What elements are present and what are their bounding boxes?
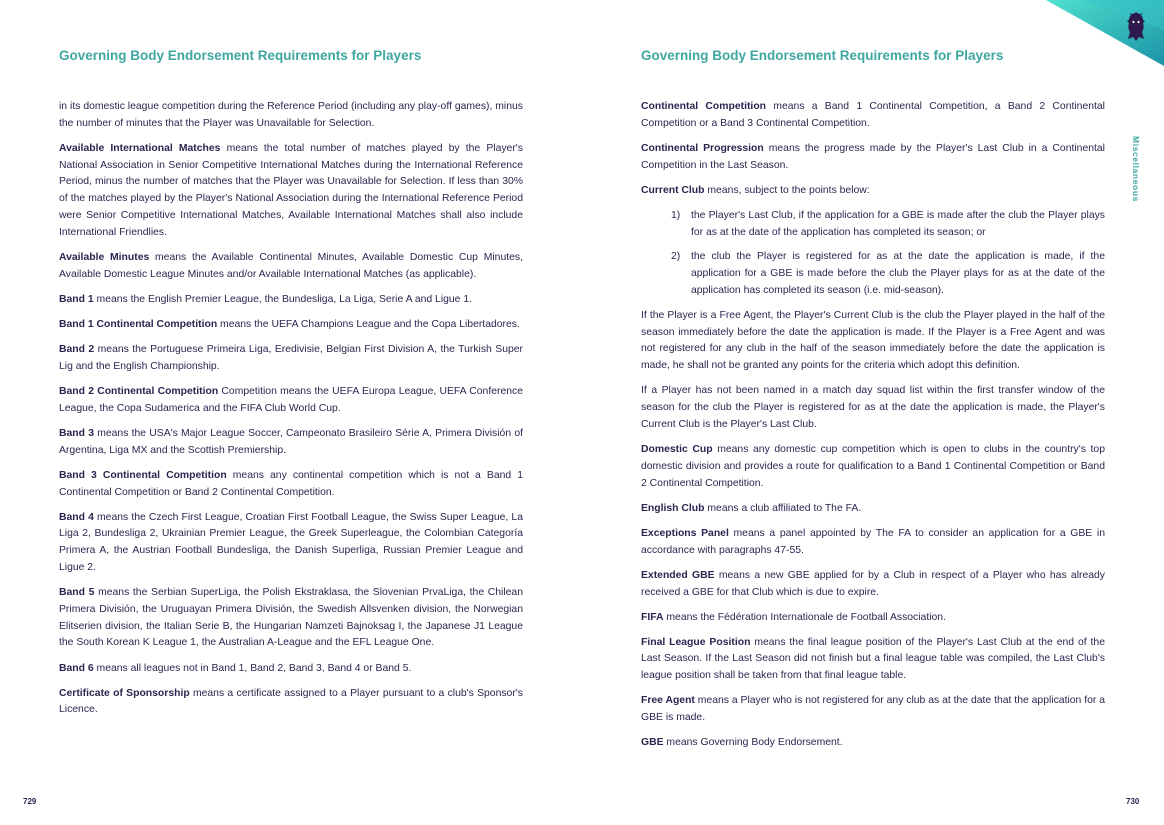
definition-text: means the English Premier League, the Bundesliga, La Liga, Serie A and Ligue 1.: [93, 293, 473, 305]
definition-term: Available International Matches: [59, 142, 221, 154]
definition-term: Band 3: [59, 427, 94, 439]
definition-text: means a Band 1 Continental Competition, a Band 2 Continental Competition or a Band 3 Continental Competition.: [641, 101, 1105, 129]
list-number: 1): [671, 209, 681, 221]
definition-text: means the UEFA Champions League and the Copa Libertadores.: [217, 318, 520, 330]
definition-text: means the total number of matches played by the Player's National Association in Senior Competitive International Matches during the International Reference Period, minus the number of matches that the Player was Unavailable for Selection. If less than 30% of the matches played by the Player's National Association during the International Reference Period were Senior Competitive International Matches, Available International Matches shall also include International Friendlies.: [59, 142, 523, 238]
intro-paragraph: in its domestic league competition during the Reference Period (including any play-off games), minus the number of minutes that the Player was Unavailable for Selection.: [59, 101, 523, 129]
definition-term: Free Agent: [641, 695, 695, 707]
definition-text: means, subject to the points below:: [704, 184, 870, 196]
definition-term: Continental Competition: [641, 101, 767, 112]
left-page-body: [59, 99, 523, 728]
definition-term: GBE: [641, 737, 664, 749]
definition-text: means the Czech First League, Croatian First Football League, the Swiss Super League, La Liga 2, Bundesliga 2, Ukrainian Premier League, the Greek Superleague, the Colombian Categoría Primera A, the Austrian Football Bundesliga, the Danish Superliga, Russian Premier League and Ligue 2.: [59, 511, 523, 573]
definition-text: means any continental competition which is not a Band 1 Continental Competition or Band 2 Continental Competition.: [59, 469, 523, 498]
definition-term: Band 6: [59, 662, 94, 674]
definition-continental-competition: [641, 99, 1105, 133]
definition-term: Band 2: [59, 344, 95, 356]
definition-text: means the Portuguese Primeira Liga, Eredivisie, Belgian First Division A, the Turkish Super Lig and the English Championship.: [59, 344, 523, 372]
side-tab-label: Miscellaneous: [1131, 136, 1141, 202]
free-agent-current-club-paragraph: If the Player is a Free Agent, the Player's Current Club is the club the Player played in the half of the season immediately before the date the application is made. If the Player is a Free Agent and was not registered for any club in the half of the season immediately before the date the application is made, he shall not be granted any points for the criteria which adopt this definition.: [641, 309, 1105, 372]
definition-term: Band 2 Continental Competition: [59, 385, 219, 397]
definition-free-agent: [641, 693, 1105, 727]
definition-band-2-continental: [59, 384, 523, 418]
page-number-left: 729: [23, 797, 37, 806]
definition-text: means the progress made by the Player's Last Club in a Continental Competition in the Last Season.: [641, 142, 1105, 171]
definition-term: FIFA: [641, 611, 664, 623]
definition-band-3-continental: [59, 468, 523, 502]
definition-available-minutes: [59, 250, 523, 284]
definition-term: English Club: [641, 502, 705, 514]
definition-text: means all leagues not in Band 1, Band 2, Band 3, Band 4 or Band 5.: [93, 662, 412, 674]
definition-band-1: [59, 292, 523, 309]
definition-term: Band 4: [59, 511, 94, 523]
definition-fifa: [641, 610, 1105, 627]
definition-text: means a certificate assigned to a Player pursuant to a club's Sponsor's Licence.: [59, 687, 523, 716]
definition-text: means the Serbian SuperLiga, the Polish Ekstraklasa, the Slovenian PrvaLiga, the Chilean Primera División, the Uruguayan Primera División, the Swedish Allsvenken division, the Norwegian Elitserien division, the Italian Serie B, the Hungarian Namzeti Bajnoksag I, the Japanese J1 League the South Korean K League 1, the Australian A-League and the EFL League One.: [59, 587, 523, 649]
definition-term: Extended GBE: [641, 569, 715, 581]
definition-text: means a club affiliated to The FA.: [704, 502, 862, 514]
list-number: 2): [671, 251, 681, 263]
definition-band-1-continental: [59, 317, 523, 334]
definition-term: Available Minutes: [59, 251, 150, 263]
definition-available-international-matches: [59, 141, 523, 242]
definition-term: Current Club: [641, 184, 705, 196]
definition-text: means the Available Continental Minutes, Available Domestic Cup Minutes, Available Domestic League Minutes and/or Available International Matches (as applicable).: [59, 251, 523, 280]
right-page-body: [641, 99, 1105, 760]
definition-text: Competition means the UEFA Europa League, UEFA Conference League, the Copa Sudamerica and the FIFA Club World Cup.: [59, 385, 523, 414]
definition-exceptions-panel: [641, 526, 1105, 560]
definition-final-league-position: [641, 635, 1105, 685]
definition-text: means the final league position of the Player's Last Club at the end of the Last Season. If the Last Season did not finish but a final league table was compiled, the Last Club's league position shall be taken from that final league table.: [641, 636, 1105, 682]
definition-band-3: [59, 426, 523, 460]
section-side-tab: [1129, 124, 1143, 214]
page-title: Governing Body Endorsement Requirements for Players: [641, 48, 1004, 63]
definition-term: Band 5: [59, 587, 95, 599]
definition-text: means a new GBE applied for by a Club in respect of a Player who has already received a GBE for that Club which is due to expire.: [641, 569, 1106, 598]
definition-extended-gbe: [641, 568, 1105, 602]
definition-band-6: [59, 661, 523, 678]
definition-current-club: [641, 183, 1105, 200]
definition-band-2: [59, 342, 523, 376]
premier-league-lion-logo: [1125, 12, 1147, 42]
definition-term: Domestic Cup: [641, 444, 713, 456]
definition-band-5: [59, 585, 523, 652]
definition-text: means Governing Body Endorsement.: [663, 737, 843, 749]
page-number-right: 730: [1126, 797, 1140, 806]
definition-term: Band 3 Continental Competition: [59, 469, 227, 481]
definition-text: means the Fédération Internationale de Football Association.: [663, 611, 946, 623]
definition-term: Exceptions Panel: [641, 527, 729, 539]
list-item: [671, 249, 1105, 299]
list-item: [671, 208, 1105, 242]
page-title: Governing Body Endorsement Requirements for Players: [59, 48, 422, 63]
definition-english-club: [641, 501, 1105, 518]
definition-continental-progression: [641, 141, 1105, 175]
definition-text: means the USA's Major League Soccer, Campeonato Brasileiro Série A, Primera División of Argentina, Liga MX and the Scottish Premiership.: [59, 427, 523, 456]
definition-term: Band 1 Continental Competition: [59, 318, 218, 330]
list-text: the Player's Last Club, if the application for a GBE is made after the club the Player plays for as at the date of the application has completed its season; or: [691, 209, 1105, 238]
definition-term: Final League Position: [641, 636, 751, 648]
squad-list-paragraph: If a Player has not been named in a match day squad list within the first transfer window of the season for the club the Player is registered for as at the date the application is made, the Player's Current Club is the Player's Last Club.: [641, 385, 1105, 430]
definition-text: means a Player who is not registered for any club as at the date that the application for a GBE is made.: [641, 695, 1105, 724]
definition-term: Band 1: [59, 293, 94, 305]
definition-term: Continental Progression: [641, 142, 764, 154]
definition-gbe: [641, 735, 1105, 752]
definition-term: Certificate of Sponsorship: [59, 687, 190, 699]
definition-domestic-cup: [641, 442, 1105, 492]
list-text: the club the Player is registered for as at the date the application is made, if the application for a GBE is made before the club the Player plays for as at the date of the application has completed its season (i.e. mid-season).: [691, 251, 1105, 297]
definition-certificate-of-sponsorship: [59, 686, 523, 720]
definition-band-4: [59, 510, 523, 577]
definition-text: means a panel appointed by The FA to consider an application for a GBE in accordance with paragraphs 47-55.: [641, 527, 1105, 556]
definition-text: means any domestic cup competition which is open to clubs in the country's top domestic division and provides a route for qualification to a Band 1 Continental Competition or Band 2 Continental Competition.: [641, 444, 1105, 489]
